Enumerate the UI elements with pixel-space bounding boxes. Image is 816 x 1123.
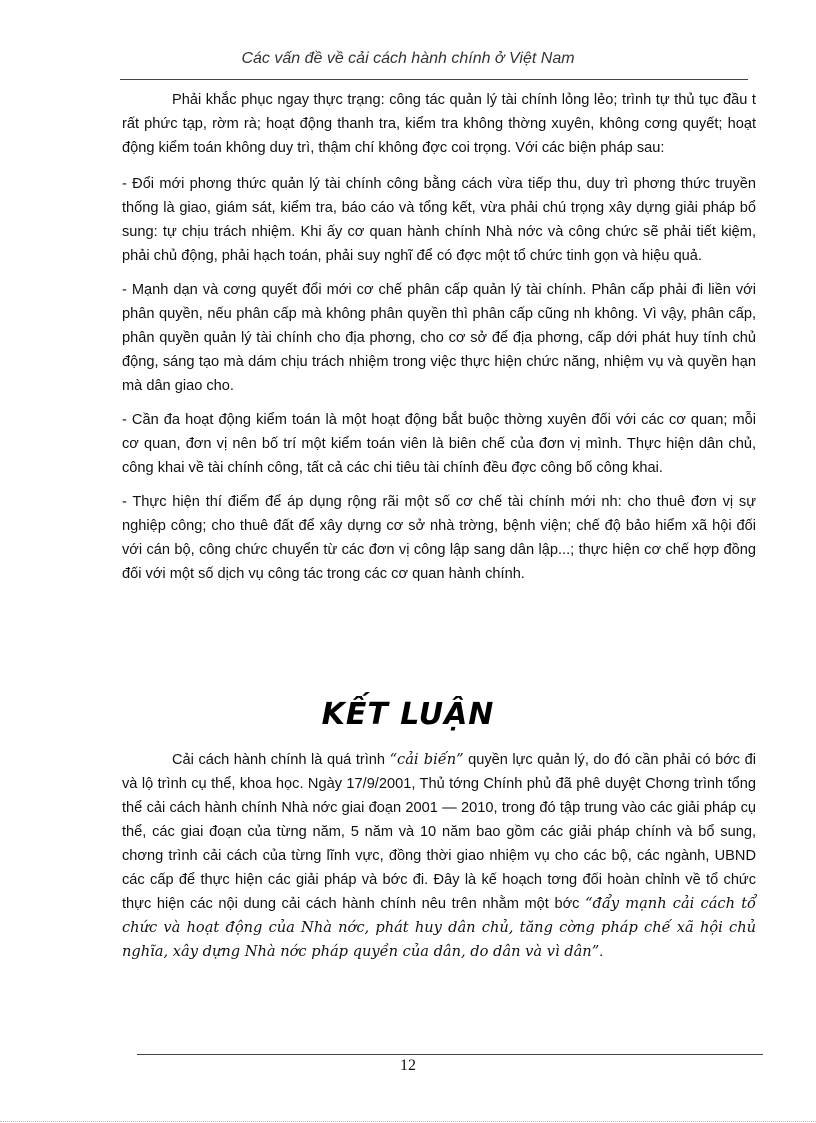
bullet-paragraph-4: - Thực hiện thí điểm để áp dụng rộng rãi một số cơ chế tài chính mới nh: cho thuê đơn vị sự nghiệp công; cho thuê đất để xây dựng cơ sở nhà trờng, bệnh viện; chế độ bảo hiểm xã hội đối với cán bộ, công chức chuyển từ các đơn vị công lập sang dân lập...; thực hiện cơ chế hợp đồng đối với một số dịch vụ công tác trong các cơ quan hành chính. — [122, 494, 756, 582]
conclusion-heading: KẾT LUẬN — [321, 697, 495, 732]
intro-paragraph: Phải khắc phục ngay thực trạng: công tác quản lý tài chính lỏng lẻo; trình tự thủ tục đầu t rất phức tạp, rờm rà; hoạt động thanh tra, kiểm tra không thờng xuyên, không cơng quyết; hoạt động kiểm toán không duy trì, thậm chí không đợc coi trọng. Với các biện pháp sau: — [122, 92, 756, 156]
footer-divider — [137, 1054, 763, 1055]
conclusion-quote-1: “cải biến” — [389, 751, 464, 768]
conclusion-paragraph — [122, 748, 756, 964]
conclusion-text-start: Cải cách hành chính là quá trình — [172, 752, 390, 768]
header-divider — [120, 79, 748, 80]
bullet-paragraph-3: - Cần đa hoạt động kiểm toán là một hoạt động bắt buộc thờng xuyên đối với các cơ quan; mỗi cơ quan, đơn vị nên bố trí một kiểm toán viên là biên chế của đơn vị mình. Thực hiện dân chủ, công khai về tài chính công, tất cả các chi tiêu tài chính đều đợc công bố công khai. — [122, 412, 756, 476]
conclusion-text-middle: quyền lực quản lý, do đó cần phải có bớc đi và lộ trình cụ thể, khoa học. Ngày 17/9/2001, Thủ tớng Chính phủ đã phê duyệt Chơng trình tổng thể cải cách hành chính Nhà nớc giai đoạn 2001 — 2010, trong đó tập trung vào các giải pháp cụ thể, các giai đoạn của từng năm, 5 năm và 10 năm bao gồm các giải pháp chính và bổ sung, chơng trình cải cách của từng lĩnh vực, đồng thời giao nhiệm vụ cho các bộ, các ngành, UBND các cấp để thực hiện các giải pháp và bớc đi. Đây là kế hoạch tơng đối hoàn chỉnh về tổ chức thực hiện các nội dung cải cách hành chính nêu trên nhằm một bớc — [122, 752, 756, 912]
bullet-paragraph-2: - Mạnh dạn và cơng quyết đổi mới cơ chế phân cấp quản lý tài chính. Phân cấp phải đi liền với phân quyền, nếu phân cấp mà không phân quyền thì phân cấp cũng nh không. Vì vậy, phân cấp, phân quyền quản lý tài chính cho địa phơng, cho cơ sở để địa phơng, cấp dới phát huy tính chủ động, sáng tạo mà dám chịu trách nhiệm trong việc thực hiện chức năng, nhiệm vụ và quyền hạn mà dân giao cho. — [122, 282, 756, 394]
running-header: Các vấn đề về cải cách hành chính ở Việt Nam — [241, 50, 575, 67]
conclusion-quote-2: “đẩy mạnh cải cách tổ chức và hoạt động của Nhà nớc, phát huy dân chủ, tăng cờng pháp chế xã hội chủ nghĩa, xây dựng Nhà nớc pháp quyền của dân, do dân và vì dân” — [122, 895, 756, 960]
bullet-paragraph-1: - Đổi mới phơng thức quản lý tài chính công bằng cách vừa tiếp thu, duy trì phơng thức truyền thống là giao, giám sát, kiểm tra, báo cáo và tổng kết, vừa phải chú trọng xây dựng giải pháp bổ sung: tự chịu trách nhiệm. Khi ấy cơ quan hành chính Nhà nớc và công chức sẽ phải tiết kiệm, phải chủ động, phải hạch toán, phải suy nghĩ để có đợc một tổ chức tinh gọn và hiệu quả. — [122, 176, 756, 264]
page-edge-divider — [0, 1121, 816, 1122]
conclusion-text-end: . — [599, 944, 604, 960]
page-number: 12 — [400, 1057, 416, 1074]
main-body — [122, 88, 756, 596]
